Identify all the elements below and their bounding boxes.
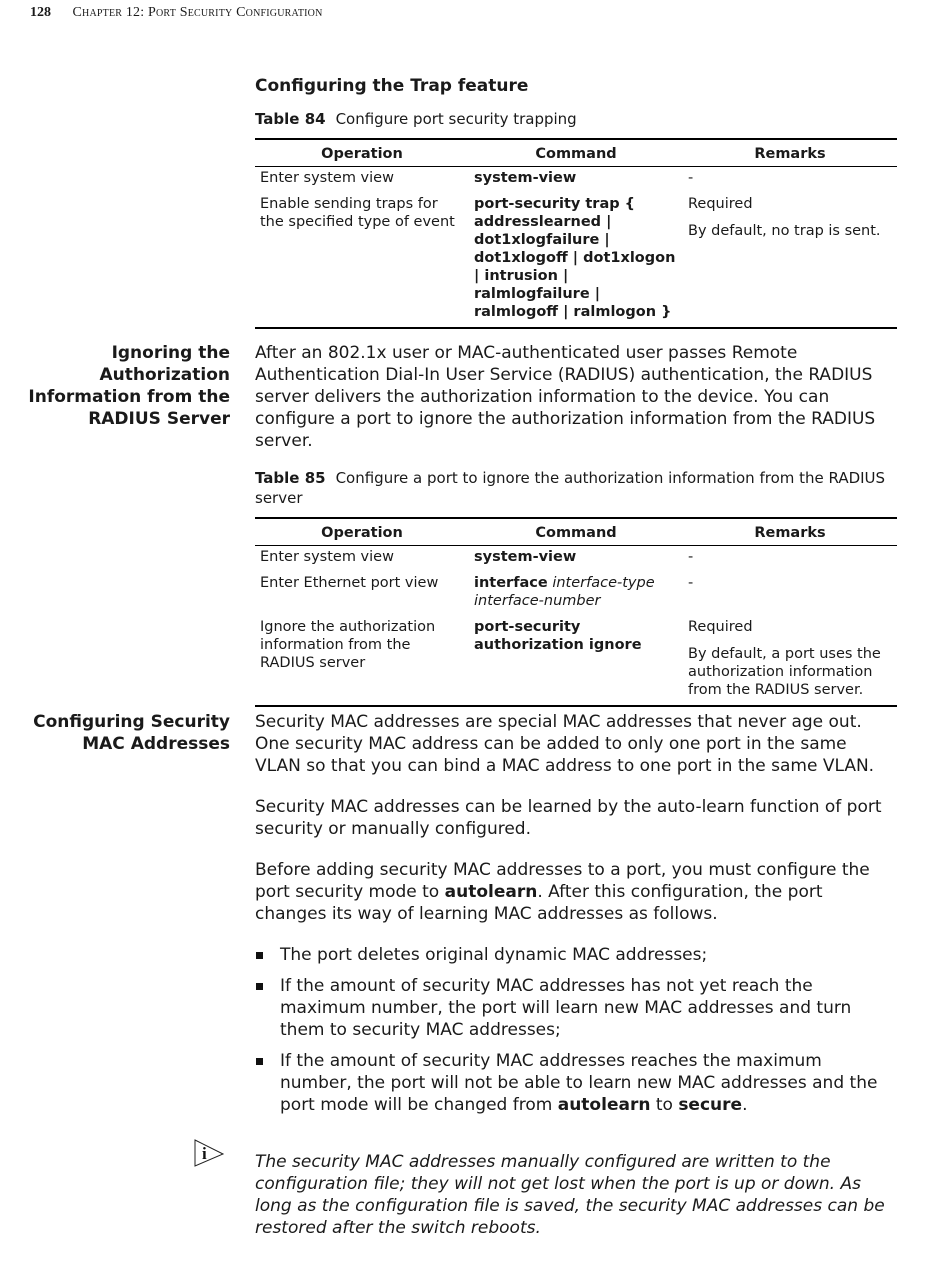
command-argument: interface-type interface-number <box>474 575 655 609</box>
bullet-square-icon <box>256 1058 263 1065</box>
table-85-caption <box>255 468 897 508</box>
side-heading-ignoring-authorization: Ignoring the Authorization Information from the RADIUS Server <box>28 343 230 429</box>
text-run: If the amount of security MAC addresses reaches the maximum number, the port will not be able to learn new MAC addresses and the port mode will be changed from <box>280 1051 878 1115</box>
paragraph: After an 802.1x user or MAC-authenticated user passes Remote Authentication Dial-In User Service (RADIUS) authentication, the RADIUS server delivers the authorization information to the device. You can configure a port to ignore the authorization information from the RADIUS server. <box>255 343 876 451</box>
header-command: Command <box>469 139 683 167</box>
section-security-mac <box>255 711 897 1125</box>
section-trap <box>255 76 897 329</box>
cell-remarks: - <box>688 170 694 186</box>
table-row <box>255 616 897 706</box>
section-title: Configuring the Trap feature <box>255 76 529 96</box>
cell-command: port-security trap { addresslearned | dot1xlogfailure | dot1xlogoff | dot1xlogon | intrusion | ralmlogfailure | ralmlogoff | ralmlogon } <box>469 193 683 328</box>
table-row <box>255 167 897 194</box>
header-command: Command <box>469 518 683 546</box>
note-text: The security MAC addresses manually configured are written to the configuration file; they will not get lost when the port is up or down. As long as the configuration file is saved, the security MAC addresses can be restored after the switch reboots. <box>255 1152 885 1238</box>
paragraph: Security MAC addresses can be learned by the auto-learn function of port security or manually configured. <box>255 797 882 839</box>
table-84 <box>255 138 897 329</box>
remark-line: By default, no trap is sent. <box>688 223 881 239</box>
cell-remarks <box>683 616 897 706</box>
list-item-text: If the amount of security MAC addresses has not yet reach the maximum number, the port will learn new MAC addresses and turn them to security MAC addresses; <box>280 976 852 1040</box>
paragraph <box>255 859 897 925</box>
table-number: Table 84 <box>255 110 326 128</box>
text-run: . <box>742 1095 748 1115</box>
chapter-title: Chapter 12: Port Security Configuration <box>72 5 323 20</box>
table-header-row <box>255 518 897 546</box>
page-header <box>30 5 323 21</box>
text-run: . After this configuration, the port changes its way of learning MAC addresses as follows. <box>255 882 823 924</box>
info-icon <box>193 1137 225 1169</box>
list-item <box>255 1050 897 1116</box>
cell-operation: Enter system view <box>260 170 394 186</box>
header-remarks: Remarks <box>683 139 897 167</box>
list-item <box>255 975 897 1041</box>
cell-remarks <box>683 193 897 328</box>
page-number: 128 <box>30 5 51 20</box>
table-header-row <box>255 139 897 167</box>
cell-remarks: - <box>688 549 694 565</box>
table-row <box>255 572 897 616</box>
cell-command <box>469 546 683 573</box>
table-85 <box>255 517 897 707</box>
table-caption-text: Configure port security trapping <box>335 110 577 128</box>
list-item <box>255 944 897 966</box>
table-row <box>255 546 897 573</box>
command-keyword: system-view <box>474 549 577 565</box>
table-caption-text: Configure a port to ignore the authorization information from the RADIUS server <box>255 469 886 507</box>
cell-operation: Enter system view <box>260 549 394 565</box>
table-84-caption <box>255 109 897 129</box>
cell-operation: Ignore the authorization information from the RADIUS server <box>255 616 469 706</box>
text-run: to <box>650 1095 679 1115</box>
bullet-list <box>255 944 897 1116</box>
cell-command <box>469 616 683 706</box>
cell-operation: Enable sending traps for the specified type of event <box>255 193 469 328</box>
cell-remarks: - <box>688 575 694 591</box>
keyword-autolearn: autolearn <box>444 882 538 902</box>
cell-command: system-view <box>474 170 577 186</box>
header-operation: Operation <box>255 139 469 167</box>
remark-line: Required <box>688 619 753 635</box>
remark-line: By default, a port uses the authorization information from the RADIUS server. <box>688 646 881 698</box>
svg-text:i: i <box>202 1144 207 1163</box>
keyword-autolearn: autolearn <box>557 1095 651 1115</box>
table-number: Table 85 <box>255 469 326 487</box>
header-operation: Operation <box>255 518 469 546</box>
keyword-secure: secure <box>678 1095 743 1115</box>
section-ignore-authorization <box>255 342 897 707</box>
header-remarks: Remarks <box>683 518 897 546</box>
remark-line: Required <box>688 196 753 212</box>
text-run: Before adding security MAC addresses to a port, you must configure the port security mode to <box>255 860 870 902</box>
cell-operation: Enter Ethernet port view <box>260 575 439 591</box>
bullet-square-icon <box>256 952 263 959</box>
command-keyword: interface <box>474 575 548 591</box>
bullet-square-icon <box>256 983 263 990</box>
list-item-text: The port deletes original dynamic MAC addresses; <box>280 945 708 965</box>
command-keyword: port-security authorization ignore <box>474 619 642 653</box>
table-row <box>255 193 897 328</box>
paragraph: Security MAC addresses are special MAC addresses that never age out. One security MAC address can be added to only one port in the same VLAN so that you can bind a MAC address to one port in the same VLAN. <box>255 712 875 776</box>
cell-command <box>469 572 683 616</box>
side-heading-security-mac: Configuring Security MAC Addresses <box>33 712 230 754</box>
